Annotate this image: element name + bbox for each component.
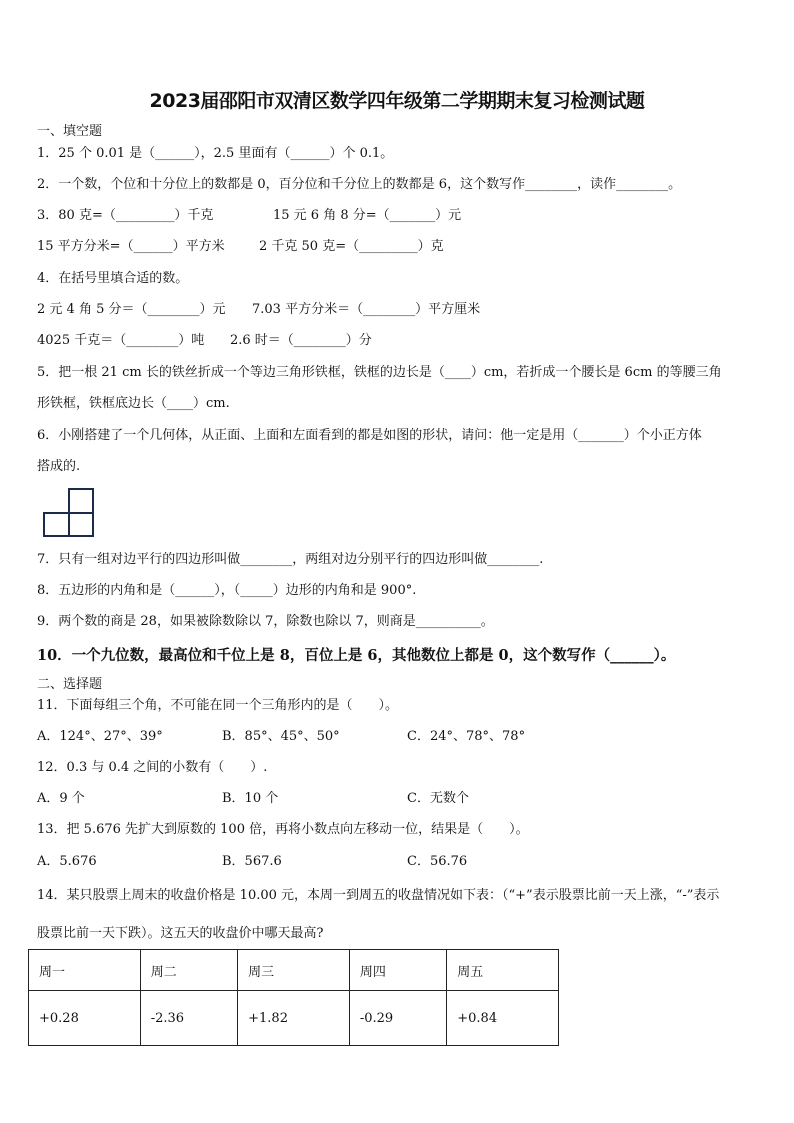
question-11-option-b: B．85°、45°、50°: [222, 729, 340, 744]
table-header-cell: 周一: [29, 950, 141, 991]
question-13-option-a: A．5.676: [37, 854, 97, 869]
question-3-part-a: 3．80 克=（_________）千克: [37, 208, 214, 223]
question-13-option-b: B．567.6: [222, 854, 282, 869]
question-5-line-1: 5．把一根 21 cm 长的铁丝折成一个等边三角形铁框，铁框的边长是（____）cm，若折成一个腰长是 6cm 的等腰三角: [37, 365, 722, 380]
section-heading-fill-blank: 一、填空题: [37, 124, 103, 139]
question-1: 1．25 个 0.01 是（______），2.5 里面有（______）个 0.1。: [37, 146, 394, 161]
question-3-part-d: 2 千克 50 克=（_________）克: [259, 239, 444, 254]
table-header-row: [29, 950, 559, 991]
table-header-cell: 周三: [238, 950, 350, 991]
page-title: 2023届邵阳市双清区数学四年级第二学期期末复习检测试题: [149, 90, 645, 112]
table-cell: -2.36: [140, 991, 237, 1046]
table-cell: +0.28: [29, 991, 141, 1046]
question-4: 4．在括号里填合适的数。: [37, 271, 189, 286]
question-6-line-1: 6．小刚搭建了一个几何体，从正面、上面和左面看到的都是如图的形状，请问：他一定是用（_______）个小正方体: [37, 428, 702, 443]
question-14-line-1: 14．某只股票上周末的收盘价格是 10.00 元，本周一到周五的收盘情况如下表：（“+”表示股票比前一天上涨，“-”表示: [37, 888, 720, 903]
question-6-line-2: 搭成的.: [37, 459, 81, 474]
question-3-part-c: 15 平方分米=（______）平方米: [37, 239, 225, 254]
question-5-line-2: 形铁框，铁框底边长（____）cm.: [37, 396, 230, 411]
question-12-option-a: A．9 个: [37, 791, 85, 806]
table-cell: +0.84: [447, 991, 559, 1046]
question-14-line-2: 股票比前一天下跌）。这五天的收盘价中哪天最高?: [37, 926, 324, 941]
question-4-part-d: 2.6 时＝（________）分: [230, 333, 372, 348]
table-row: [29, 991, 559, 1046]
question-3-part-b: 15 元 6 角 8 分=（_______）元: [273, 208, 462, 223]
question-10: 10．一个九位数，最高位和千位上是 8，百位上是 6，其他数位上都是 0，这个数写作（______）。: [37, 647, 676, 664]
stock-price-table: [28, 949, 559, 1046]
question-4-part-b: 7.03 平方分米＝（________）平方厘米: [252, 302, 481, 317]
question-13-option-c: C．56.76: [407, 854, 468, 869]
question-12-option-c: C．无数个: [407, 791, 469, 806]
question-8: 8．五边形的内角和是（______），（_____）边形的内角和是 900°.: [37, 583, 417, 598]
question-7: 7．只有一组对边平行的四边形叫做________，两组对边分别平行的四边形叫做________.: [37, 552, 544, 567]
cube-square-bottom-right: [68, 512, 94, 537]
cube-square-top: [68, 488, 94, 514]
table-cell: -0.29: [349, 991, 446, 1046]
table-header-cell: 周五: [447, 950, 559, 991]
table-cell: +1.82: [238, 991, 350, 1046]
question-2: 2．一个数，个位和十分位上的数都是 0，百分位和千分位上的数都是 6，这个数写作________，读作________。: [37, 177, 682, 192]
question-12: 12．0.3 与 0.4 之间的小数有（ ）.: [37, 760, 268, 775]
question-4-part-c: 4025 千克＝（________）吨: [37, 333, 205, 348]
table-header-cell: 周四: [349, 950, 446, 991]
question-4-part-a: 2 元 4 角 5 分＝（________）元: [37, 302, 226, 317]
question-11-option-c: C．24°、78°、78°: [407, 729, 526, 744]
section-heading-multiple-choice: 二、选择题: [37, 677, 103, 692]
question-11: 11．下面每组三个角，不可能在同一个三角形内的是（ ）。: [37, 698, 399, 713]
question-12-option-b: B．10 个: [222, 791, 279, 806]
question-13: 13．把 5.676 先扩大到原数的 100 倍，再将小数点向左移动一位，结果是（ ）。: [37, 822, 529, 837]
table-header-cell: 周二: [140, 950, 237, 991]
cube-square-bottom-left: [43, 512, 70, 537]
question-11-option-a: A．124°、27°、39°: [37, 729, 163, 744]
question-9: 9．两个数的商是 28，如果被除数除以 7，除数也除以 7，则商是__________。: [37, 614, 494, 629]
